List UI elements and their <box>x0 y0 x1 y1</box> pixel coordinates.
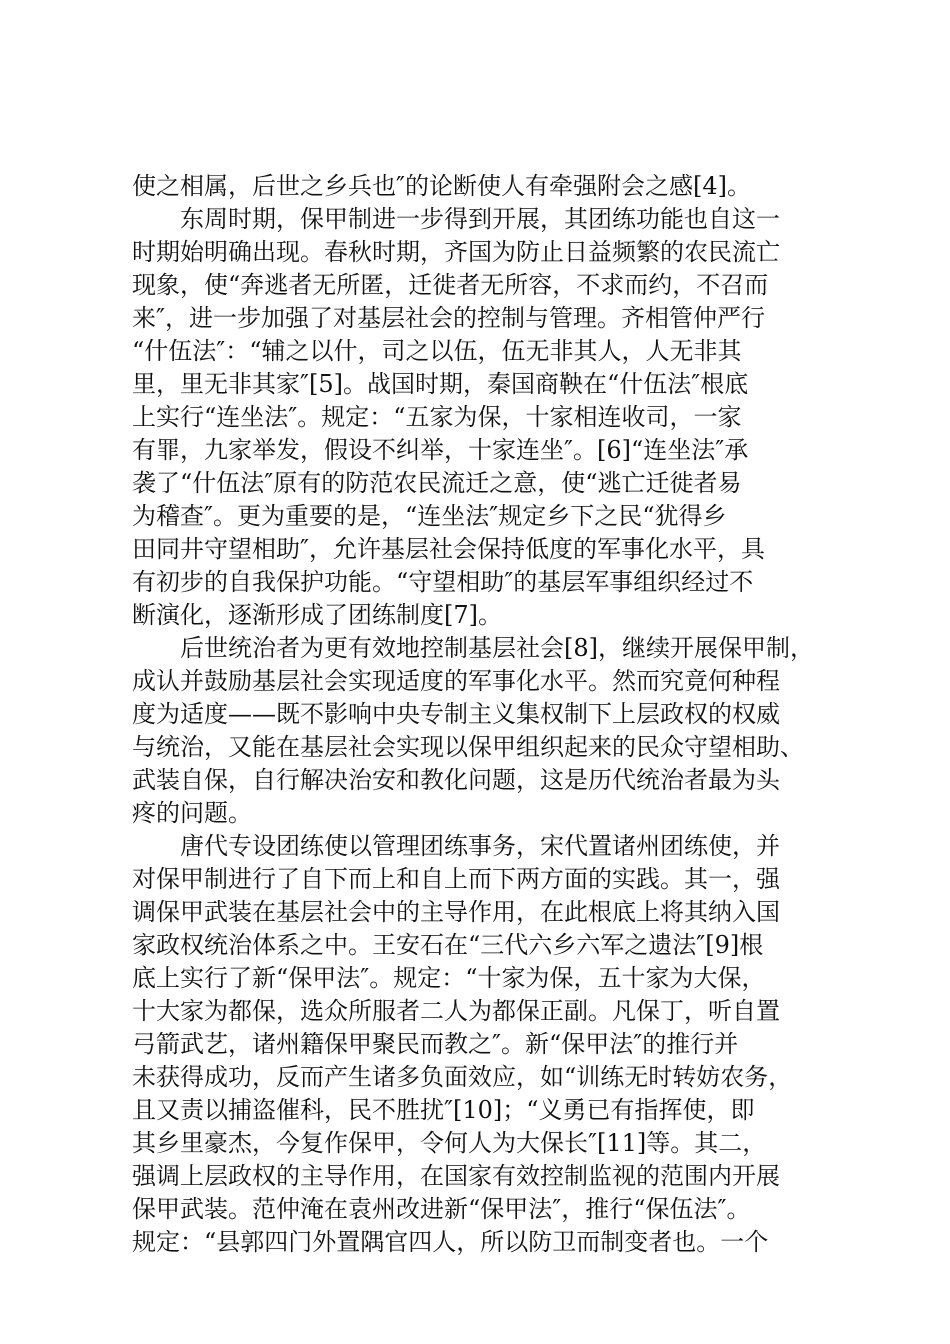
text-line: 调保甲武装在基层社会中的主导作用，在此根底上将其纳入国 <box>132 898 780 926</box>
text-line: 与统治，又能在基层社会实现以保甲组织起来的民众守望相助、 <box>132 733 804 761</box>
text-line: 度为适度——既不影响中央专制主义集权制下上层政权的权威 <box>132 700 780 728</box>
text-line: 袭了“什伍法″原有的防范农民流迁之意，使“逃亡迁徙者易 <box>132 469 742 497</box>
text-line: 使之相属，后世之乡兵也″的论断使人有牵强附会之感[4]。 <box>132 172 751 200</box>
text-line: 保甲武装。范仲淹在袁州改进新“保甲法″，推行“保伍法″。 <box>132 1195 751 1223</box>
text-line: 来″，进一步加强了对基层社会的控制与管理。齐相管仲严行 <box>132 304 765 332</box>
text-line: 武装自保，自行解决治安和教化问题，这是历代统治者最为头 <box>132 766 780 794</box>
text-line: 现象，使“奔逃者无所匿，迁徙者无所容，不求而约，不召而 <box>132 271 769 299</box>
paragraph-start-line: 唐代专设团练使以管理团练事务，宋代置诸州团练使，并 <box>180 832 780 860</box>
text-line: 有初步的自我保护功能。“守望相助″的基层军事组织经过不 <box>132 568 754 596</box>
text-line: 有罪，九家举发，假设不纠举，十家连坐″。[6]“连坐法″承 <box>132 436 749 464</box>
text-line: 且又责以捕盗催科，民不胜扰″[10]；“义勇已有指挥使，即 <box>132 1096 755 1124</box>
text-line: 上实行“连坐法″。规定：“五家为保，十家相连收司，一家 <box>132 403 742 431</box>
text-line: 家政权统治体系之中。王安石在“三代六乡六军之遗法″[9]根 <box>132 931 764 959</box>
text-line: 底上实行了新“保甲法″。规定：“十家为保，五十家为大保， <box>132 964 766 992</box>
text-line: “什伍法″：“辅之以什，司之以伍，伍无非其人，人无非其 <box>132 337 742 365</box>
text-line: 其乡里豪杰，今复作保甲，令何人为大保长″[11]等。其二， <box>132 1129 767 1157</box>
text-line: 里，里无非其家″[5]。战国时期，秦国商鞅在“什伍法″根底 <box>132 370 749 398</box>
text-line: 十大家为都保，选众所服者二人为都保正副。凡保丁，听自置 <box>132 997 780 1025</box>
text-line: 规定：“县郭四门外置隅官四人，所以防卫而制变者也。一个 <box>132 1228 769 1256</box>
text-line: 弓箭武艺，诸州籍保甲聚民而教之″。新“保甲法″的推行并 <box>132 1030 739 1058</box>
body-text <box>132 170 832 1259</box>
text-line: 时期始明确出现。春秋时期，齐国为防止日益频繁的农民流亡 <box>132 238 780 266</box>
text-line: 未获得成功，反而产生诸多负面效应，如“训练无时转妨农务， <box>132 1063 793 1091</box>
text-line: 强调上层政权的主导作用，在国家有效控制监视的范围内开展 <box>132 1162 780 1190</box>
text-line: 为稽查″。更为重要的是，“连坐法″规定乡下之民“犹得乡 <box>132 502 727 530</box>
text-line: 成认并鼓励基层社会实现适度的军事化水平。然而究竟何种程 <box>132 667 780 695</box>
text-line: 田同井守望相助″，允许基层社会保持低度的军事化水平，具 <box>132 535 765 563</box>
paragraph-start-line: 东周时期，保甲制进一步得到开展，其团练功能也自这一 <box>180 205 780 233</box>
paragraph-start-line: 后世统治者为更有效地控制基层社会[8]，继续开展保甲制， <box>180 634 814 662</box>
text-line: 断演化，逐渐形成了团练制度[7]。 <box>132 601 502 629</box>
text-line: 疼的问题。 <box>132 799 252 827</box>
text-line: 对保甲制进行了自下而上和自上而下两方面的实践。其一，强 <box>132 865 780 893</box>
